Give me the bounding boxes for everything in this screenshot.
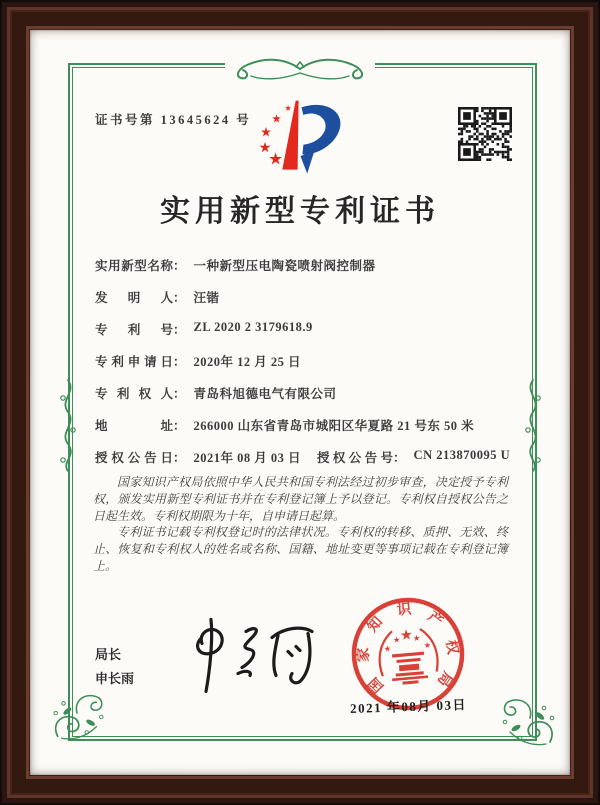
cnipa-logo-icon [243,96,358,180]
left-vine-ornament [57,378,79,473]
legal-paragraph-1: 国家知识产权局依照中华人民共和国专利法经过初步审查，决定授予专利权，颁发实用新型专利证书并在专利登记簿上予以登记。专利权自授权公告之日起生效。专利权期限为十年，自申请日起算。 [93,475,508,523]
field-value: ZL 2020 2 3179618.9 [193,320,313,334]
field-address: 地址 ： 266000 山东省青岛市城阳区华夏路 21 号东 50 米 [95,416,515,434]
certificate-title: 实用新型专利证书 [160,195,440,228]
field-label: 实用新型名称 [95,259,173,273]
director-name: 申长雨 [95,671,135,686]
seal-date: 2021 年08月 03日 [349,696,468,717]
field-value: 2021年 08 月 03 日 [193,451,302,465]
field-inventor: 发明人 ： 汪锴 [95,288,515,306]
svg-text:局: 局 [433,668,456,690]
field-label: 地址 [95,419,173,433]
director-title: 局长 [95,647,122,662]
svg-text:权: 权 [442,638,461,656]
field-grant-publication: 授权公告日 ： 2021年 08 月 03 日 授权公告号 ： CN 213870095 U [95,448,511,465]
field-label: 发明人 [95,291,173,305]
top-flourish-ornament [225,52,375,88]
field-value: 一种新型压电陶瓷喷射阀控制器 [193,259,376,273]
field-patentee: 专利权人 ： 青岛科旭德电气有限公司 [95,384,515,402]
field-label: 专利权人 [95,387,173,401]
field-label: 授权公告日 [95,451,173,465]
field-label: 专利申请日 [95,355,173,369]
director-signature [180,612,330,710]
bottom-right-floral-ornament [496,686,560,754]
qr-code [458,107,512,161]
field-grant-number: 授权公告号 ： CN 213870095 U [317,448,511,465]
field-value: CN 213870095 U [413,448,511,462]
field-value: 汪锴 [193,291,220,305]
svg-text:家: 家 [355,647,373,663]
bottom-left-floral-ornament [48,684,110,746]
svg-text:国: 国 [365,673,388,696]
field-application-date: 专利申请日 ： 2020年 12 月 25 日 [95,352,515,370]
field-utility-model-name: 实用新型名称 ： 一种新型压电陶瓷喷射阀控制器 [95,256,515,274]
field-label: 授权公告号 [317,451,394,465]
field-value: 2020年 12 月 25 日 [193,355,302,369]
certificate-number: 证书号第 13645624 号 [95,113,252,127]
field-value: 青岛科旭德电气有限公司 [193,387,337,401]
director-block [95,643,134,691]
svg-text:知: 知 [364,613,387,636]
field-value: 266000 山东省青岛市城阳区华夏路 21 号东 50 米 [193,419,475,433]
seal-national-emblem-icon [377,627,439,687]
svg-text:识: 识 [396,601,413,619]
field-patent-number: 专利号 ： ZL 2020 2 3179618.9 [95,320,313,337]
right-vine-ornament [522,378,544,473]
field-label: 专利号 [95,323,173,337]
legal-text-block [93,474,508,575]
legal-paragraph-2: 专利证书记载专利权登记时的法律状况。专利权的转移、质押、无效、终止、恢复和专利权人的姓名或名称、国籍、地址变更等事项记载在专利登记簿上。 [93,525,508,573]
svg-text:产: 产 [424,608,446,631]
